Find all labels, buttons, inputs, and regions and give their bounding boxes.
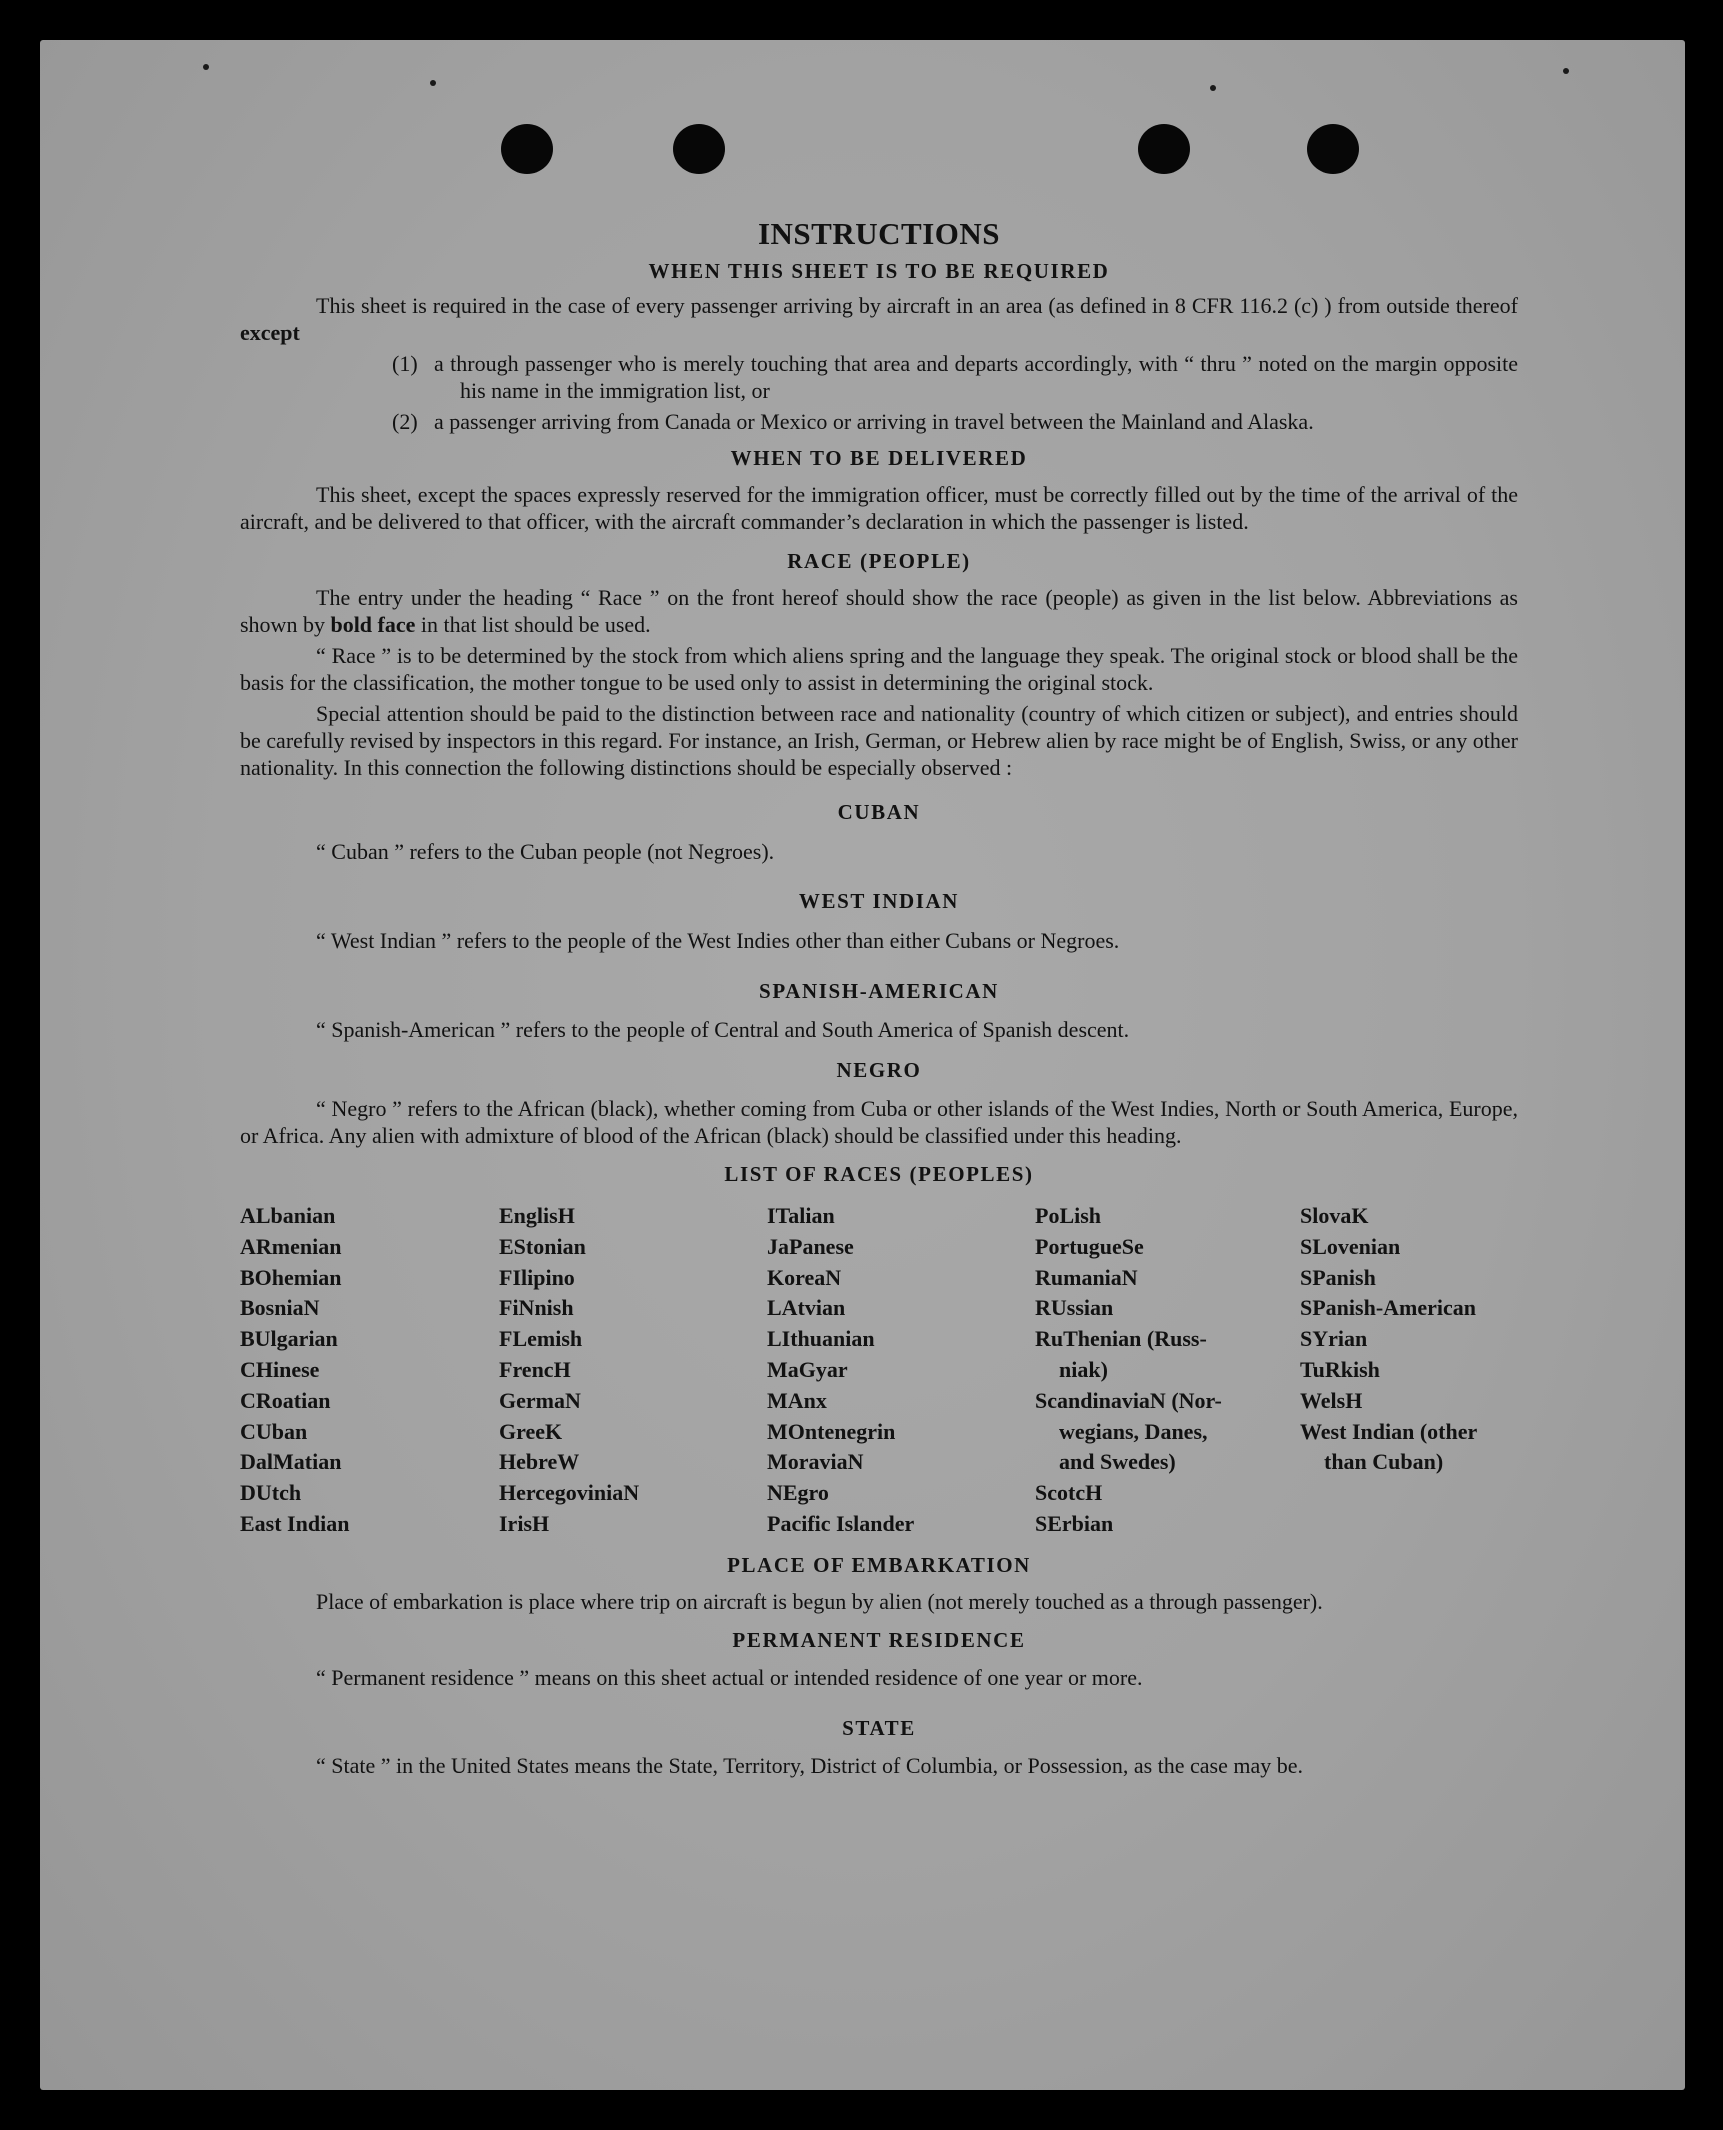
race-item: JaPanese	[767, 1233, 854, 1259]
race-item: ITalian	[767, 1203, 835, 1228]
race-item: HebreW	[499, 1449, 580, 1475]
race-item: ALbanian	[240, 1203, 336, 1228]
race-item: West Indian (other	[1300, 1418, 1478, 1444]
spanish-american-text: “ Spanish-American ” refers to the people of Central and South America of Spanish descent.	[316, 1017, 1130, 1042]
race-item: KoreaN	[767, 1264, 842, 1290]
speck	[203, 64, 209, 70]
section-heading-race: RACE (PEOPLE)	[787, 549, 971, 573]
speck	[430, 80, 436, 86]
race-item: SPanish	[1300, 1264, 1376, 1290]
except-bold: except	[240, 320, 300, 345]
race-item: LAtvian	[767, 1295, 846, 1321]
race-item: SlovaK	[1300, 1203, 1369, 1228]
races-list	[240, 1201, 1518, 1540]
exception-item-1: (1) a through passenger who is merely touching that area and departs accordingly, with “ thru ” noted on the margin opposite his name in the immigration list, or	[392, 351, 1518, 403]
race-item: FrencH	[499, 1356, 571, 1382]
race-item: GermaN	[499, 1387, 581, 1413]
when-required-intro: This sheet is required in the case of every passenger arriving by aircraft in an area (as defined in 8 CFR 116.2 (c) ) from outside thereof except	[240, 293, 1518, 345]
race-item: RumaniaN	[1035, 1264, 1138, 1290]
race-item: DUtch	[240, 1480, 302, 1506]
section-heading-list-of-races: LIST OF RACES (PEOPLES)	[724, 1162, 1034, 1186]
exception-item-2: (2) a passenger arriving from Canada or Mexico or arriving in travel between the Mainland and Alaska.	[392, 409, 1314, 434]
race-item: SErbian	[1035, 1510, 1114, 1536]
race-item: NEgro	[767, 1480, 829, 1506]
race-item: FLemish	[499, 1326, 583, 1352]
race-item: TuRkish	[1300, 1356, 1380, 1382]
race-item: ScotcH	[1035, 1480, 1103, 1506]
race-item: EnglisH	[499, 1203, 575, 1228]
race-item: WelsH	[1300, 1387, 1363, 1413]
punch-hole	[1307, 124, 1359, 174]
races-column-2	[499, 1201, 767, 1540]
when-delivered-text: This sheet, except the spaces expressly reserved for the immigration officer, must be correctly filled out by the time of the arrival of the aircraft, and be delivered to that officer, with the aircraft commander’s declaration in which the passenger is listed.	[240, 482, 1518, 534]
race-item: HercegoviniaN	[499, 1480, 640, 1506]
race-item: MOntenegrin	[767, 1418, 896, 1444]
page-title: INSTRUCTIONS	[757, 216, 1000, 251]
race-item: CRoatian	[240, 1387, 331, 1413]
embarkation-text: Place of embarkation is place where trip on aircraft is begun by alien (not merely touched as a through passenger).	[316, 1588, 1323, 1614]
section-heading-negro: NEGRO	[836, 1058, 922, 1082]
race-paragraph-1: The entry under the heading “ Race ” on the front hereof should show the race (people) as given in the list below. Abbreviations as shown by bold face in that list should be used.	[240, 585, 1518, 637]
race-item: MaGyar	[767, 1356, 848, 1382]
race-paragraph-2: “ Race ” is to be determined by the stock from which aliens spring and the language they speak. The original stock or blood shall be the basis for the classification, the mother tongue to be used only to assist in determining the original stock.	[240, 643, 1518, 695]
race-item: CUban	[240, 1418, 308, 1444]
punch-hole	[1138, 124, 1190, 174]
races-column-5	[1300, 1201, 1518, 1540]
races-column-4	[1035, 1201, 1300, 1540]
section-heading-state: STATE	[842, 1715, 916, 1740]
race-item: East Indian	[240, 1510, 350, 1536]
race-item: BOhemian	[240, 1264, 342, 1290]
section-heading-permanent-residence: PERMANENT RESIDENCE	[732, 1627, 1026, 1652]
races-column-3	[767, 1201, 1035, 1540]
race-item-continued: and Swedes)	[1059, 1449, 1176, 1475]
race-item: Pacific Islander	[767, 1510, 915, 1536]
race-item: MoraviaN	[767, 1449, 864, 1475]
section-heading-embarkation: PLACE OF EMBARKATION	[727, 1552, 1031, 1577]
section-heading-when-required: WHEN THIS SHEET IS TO BE REQUIRED	[648, 259, 1110, 283]
document-sheet	[40, 40, 1685, 2090]
section-heading-west-indian: WEST INDIAN	[798, 889, 960, 913]
permanent-residence-text: “ Permanent residence ” means on this sheet actual or intended residence of one year or more.	[316, 1664, 1143, 1690]
speck	[1563, 68, 1569, 74]
race-item-continued: niak)	[1059, 1356, 1108, 1382]
race-item: RUssian	[1035, 1295, 1114, 1321]
section-heading-cuban: CUBAN	[837, 800, 921, 824]
race-item: LIthuanian	[767, 1326, 875, 1352]
race-item: SLovenian	[1300, 1233, 1401, 1259]
race-item: FiNnish	[499, 1295, 574, 1321]
race-item: BosniaN	[240, 1295, 320, 1321]
race-item: RuThenian (Russ-	[1035, 1326, 1207, 1352]
section-heading-when-delivered: WHEN TO BE DELIVERED	[730, 446, 1028, 470]
west-indian-text: “ West Indian ” refers to the people of the West Indies other than either Cubans or Negroes.	[316, 928, 1120, 953]
race-item: CHinese	[240, 1356, 320, 1382]
instructions-content	[240, 216, 1518, 1779]
punch-hole	[673, 124, 725, 174]
race-paragraph-3: Special attention should be paid to the distinction between race and nationality (country of which citizen or subject), and entries should be carefully revised by inspectors in this regard. For instance, an Irish, German, or Hebrew alien by race might be of English, Swiss, or any other nationality. In this connection the following distinctions should be especially observed :	[240, 701, 1518, 780]
race-item: DalMatian	[240, 1449, 342, 1475]
race-item-continued: than Cuban)	[1324, 1449, 1444, 1475]
race-item: MAnx	[767, 1387, 827, 1413]
state-text: “ State ” in the United States means the State, Territory, District of Columbia, or Possession, as the case may be.	[316, 1752, 1304, 1778]
race-item: ScandinaviaN (Nor-	[1035, 1387, 1222, 1413]
race-item: SPanish-American	[1300, 1295, 1476, 1321]
race-item: ARmenian	[240, 1233, 342, 1259]
race-item-continued: wegians, Danes,	[1059, 1418, 1208, 1444]
section-heading-spanish-american: SPANISH-AMERICAN	[759, 979, 999, 1003]
cuban-text: “ Cuban ” refers to the Cuban people (not Negroes).	[316, 839, 775, 864]
race-item: PoLish	[1035, 1203, 1102, 1228]
punch-hole	[501, 124, 553, 174]
race-item: EStonian	[499, 1233, 586, 1259]
race-item: FIlipino	[499, 1264, 575, 1290]
race-item: GreeK	[499, 1418, 563, 1444]
speck	[1210, 85, 1216, 91]
race-item: IrisH	[499, 1510, 550, 1536]
negro-text: “ Negro ” refers to the African (black), whether coming from Cuba or other islands of the West Indies, North or South America, Europe, or Africa. Any alien with admixture of blood of the African (black) should be classified under this heading.	[240, 1096, 1518, 1148]
race-item: SYrian	[1300, 1326, 1368, 1352]
races-column-1	[240, 1201, 499, 1540]
race-item: PortugueSe	[1035, 1233, 1144, 1259]
race-item: BUlgarian	[240, 1326, 338, 1352]
